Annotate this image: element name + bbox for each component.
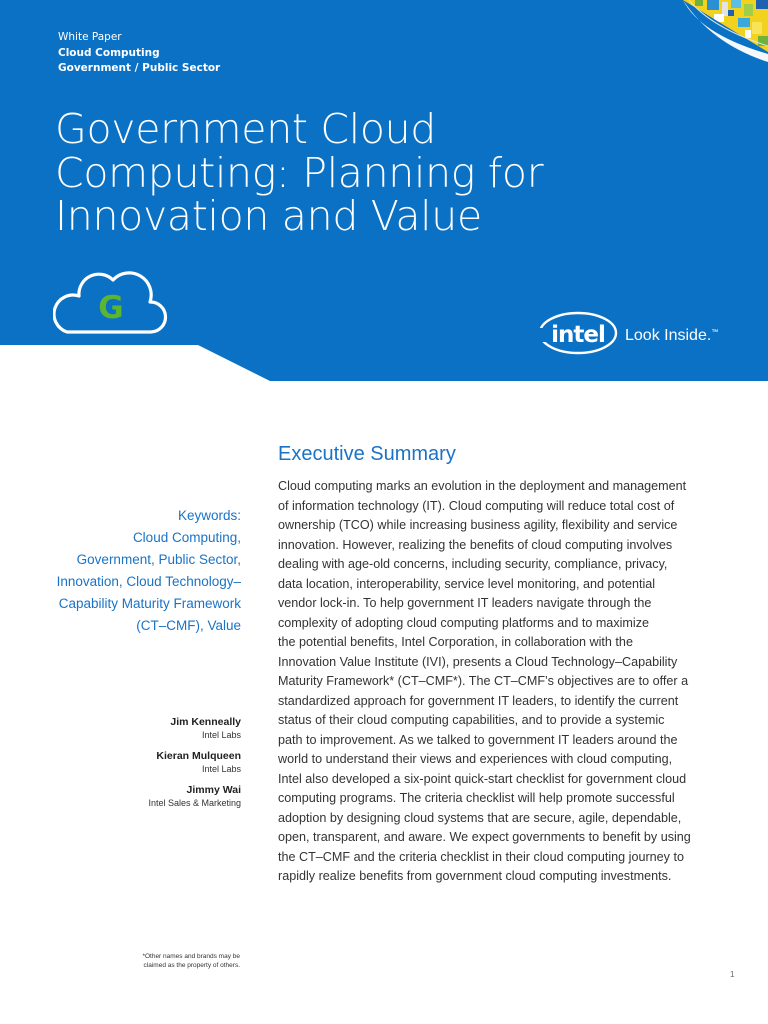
logo-tagline: Look Inside.™	[625, 327, 719, 344]
title-line: Computing: Planning for	[55, 148, 544, 197]
summary-line: open, transparent, and aware. We expect governments to benefit by using	[278, 830, 691, 844]
author-org: Intel Sales & Marketing	[148, 798, 241, 808]
summary-line: adoption by designing cloud systems that are secure, agile, dependable,	[278, 810, 682, 825]
author-name: Kieran Mulqueen	[156, 750, 241, 762]
summary-line: Maturity Framework* (CT–CMF*). The CT–CMF’s objectives are to offer a	[278, 674, 689, 688]
page-number: 1	[730, 970, 735, 979]
category-label: Cloud Computing	[58, 46, 160, 59]
summary-line: computing programs. The criteria checklist will help promote successful	[278, 791, 675, 805]
keywords-line: Government, Public Sector,	[76, 552, 241, 567]
summary-line: Intel also developed a six-point quick-start checklist for government cloud	[278, 771, 687, 786]
summary-line: Innovation Value Institute (IVI), presents a Cloud Technology–Capability	[278, 654, 678, 669]
cloud-letter: G	[98, 290, 124, 326]
summary-paragraph	[278, 477, 728, 887]
author-org: Intel Labs	[201, 764, 241, 774]
summary-line: innovation. However, realizing the benefits of cloud computing involves	[278, 537, 673, 552]
intel-logo	[538, 308, 738, 363]
summary-line: path to improvement. As we talked to government IT leaders around the	[278, 732, 678, 747]
summary-line: the potential benefits, Intel Corporation, in collaboration with the	[278, 635, 633, 649]
authors-list	[41, 716, 241, 818]
intel-wordmark: intel	[551, 322, 605, 348]
intel-wordmark-icon	[538, 308, 626, 363]
footnote-line: claimed as the property of others.	[143, 962, 240, 969]
sector-label: Government / Public Sector	[58, 62, 221, 74]
keywords-line: (CT–CMF), Value	[136, 618, 241, 633]
keywords-line: Keywords:	[177, 508, 241, 523]
author-name: Jimmy Wai	[186, 784, 241, 796]
author-entry	[41, 716, 241, 741]
summary-line: dealing with age-old concerns, including security, compliance, privacy,	[278, 557, 668, 571]
footnote-line: *Other names and brands may be	[142, 953, 240, 960]
author-name: Jim Kenneally	[170, 716, 241, 728]
footnote	[60, 952, 240, 970]
summary-line: world to understand their views and experiences with cloud computing,	[278, 752, 673, 766]
keywords-line: Cloud Computing,	[132, 530, 241, 545]
summary-line: data location, interoperability, service level monitoring, and potential	[278, 576, 656, 591]
keywords-line: Innovation, Cloud Technology–	[56, 574, 241, 589]
document-meta	[58, 30, 220, 77]
summary-line: rapidly realize benefits from government cloud computing investments.	[278, 869, 672, 883]
cloud-g-icon	[53, 266, 168, 336]
author-entry	[41, 784, 241, 809]
summary-line: Cloud computing marks an evolution in the deployment and management	[278, 479, 687, 493]
summary-line: status of their cloud computing capabilities, and to provide a systemic	[278, 713, 665, 727]
title-line: Government Cloud	[55, 105, 437, 153]
section-heading: Executive Summary	[278, 443, 456, 465]
keywords-line: Capability Maturity Framework	[58, 596, 241, 611]
author-org: Intel Labs	[201, 730, 241, 740]
author-entry	[41, 750, 241, 775]
doc-type-label: White Paper	[58, 31, 122, 43]
title-line: Innovation and Value	[55, 192, 482, 240]
summary-line: the CT–CMF and the criteria checklist in their cloud computing journey to	[278, 849, 684, 864]
summary-line: complexity of adopting cloud computing platforms and to maximize	[278, 615, 649, 630]
keywords-block	[11, 505, 241, 637]
document-title	[55, 105, 615, 240]
summary-line: ownership (TCO) while increasing business agility, flexibility and service	[278, 518, 678, 532]
summary-line: vendor lock-in. To help government IT leaders navigate through the	[278, 596, 652, 610]
summary-line: standardized approach for government IT leaders, to identify the current	[278, 693, 679, 708]
summary-line: of information technology (IT). Cloud computing will reduce total cost of	[278, 498, 675, 513]
